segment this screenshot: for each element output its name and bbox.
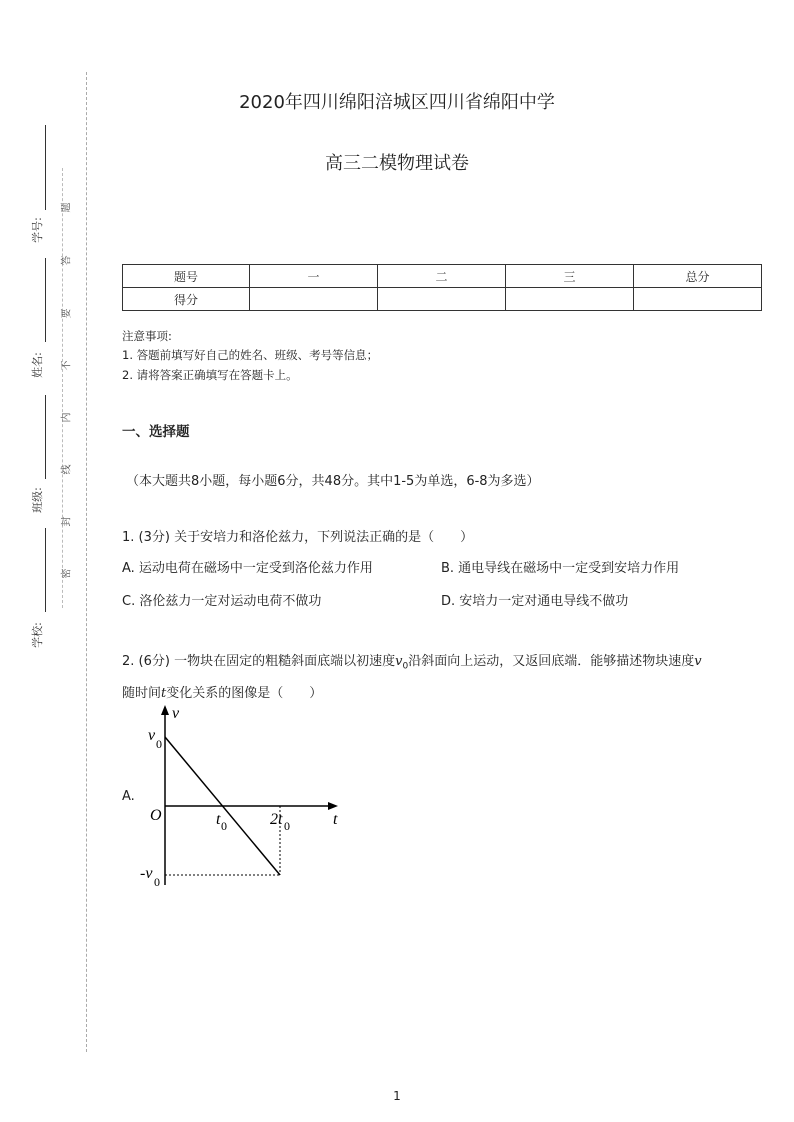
header-cell: 三: [506, 265, 634, 288]
origin-label: O: [150, 807, 162, 824]
t0-sub: 0: [221, 819, 227, 833]
seal-char-ti: 题: [61, 202, 73, 213]
q2-line2-post: 变化关系的图像是（ ）: [166, 686, 323, 701]
binding-dashed-line: [86, 72, 87, 1052]
score-cell[interactable]: [378, 288, 506, 311]
page-number: 1: [393, 1089, 401, 1103]
neg-v0-label: -v: [140, 865, 153, 882]
seal-char-nei: 内: [61, 412, 73, 423]
q2-option-a-graph[interactable]: [130, 700, 360, 900]
class-label: 班级:: [30, 487, 44, 513]
notice-title: 注意事项:: [122, 329, 172, 343]
score-cell[interactable]: [506, 288, 634, 311]
y-axis-arrow: [161, 705, 169, 715]
score-cell[interactable]: [634, 288, 762, 311]
q1-option-d[interactable]: D. 安培力一定对通电导线不做功: [441, 594, 629, 609]
header-cell: 总分: [634, 265, 762, 288]
q2-stem-mid: 沿斜面向上运动，又返回底端．能够描述物块速度: [408, 654, 695, 669]
section-heading: 一、选择题: [122, 424, 190, 440]
q1-option-b[interactable]: B. 通电导线在磁场中一定受到安培力作用: [441, 561, 680, 576]
q1-option-c[interactable]: C. 洛伦兹力一定对运动电荷不做功: [122, 594, 322, 609]
seal-char-feng: 封: [61, 516, 73, 527]
student-id-label: 学号:: [30, 217, 44, 243]
neg-v0-sub: 0: [154, 875, 160, 889]
notice-item-1: 1. 答题前填写好自己的姓名、班级、考号等信息；: [122, 348, 379, 362]
seal-char-mi: 密: [61, 568, 73, 579]
exam-subtitle: 高三二模物理试卷: [325, 153, 469, 174]
school-line: [45, 528, 46, 612]
q1-stem: 1. (3分) 关于安培力和洛伦兹力，下列说法正确的是（ ）: [122, 530, 474, 545]
seal-char-bu: 不: [61, 360, 73, 371]
score-table-header-row: [123, 265, 762, 288]
t2-sub: 0: [284, 819, 290, 833]
t2-label: 2t: [270, 811, 283, 828]
q1-option-a[interactable]: A. 运动电荷在磁场中一定受到洛伦兹力作用: [122, 561, 373, 576]
x-axis-arrow: [328, 802, 338, 810]
x-axis-label: t: [333, 811, 338, 828]
exam-title: 2020年四川绵阳涪城区四川省绵阳中学: [239, 92, 555, 113]
header-cell: 题号: [123, 265, 250, 288]
q2-stem-line2: [122, 682, 322, 701]
section-intro: （本大题共8小题，每小题6分，共48分。其中1-5为单选，6-8为多选）: [126, 474, 540, 489]
q2-stem-pre: 2. (6分) 一物块在固定的粗糙斜面底端以初速度: [122, 654, 396, 669]
score-cell[interactable]: [250, 288, 378, 311]
seal-char-xian: 线: [61, 464, 73, 475]
q2-v0: v: [395, 654, 403, 669]
seal-char-da: 答: [61, 255, 73, 266]
notice-item-2: 2. 请将答案正确填写在答题卡上。: [122, 368, 298, 382]
header-cell: 一: [250, 265, 378, 288]
header-cell: 二: [378, 265, 506, 288]
score-table-score-row: [123, 288, 762, 311]
q2-stem-line1: [122, 650, 702, 672]
y-axis-label: v: [172, 705, 180, 722]
v0-label: v: [148, 727, 156, 744]
q2-line2-pre: 随时间: [122, 686, 162, 701]
q2-v: v: [694, 654, 702, 669]
q2-option-a-label[interactable]: A.: [122, 789, 135, 804]
t0-label: t: [216, 811, 221, 828]
school-label: 学校:: [30, 622, 44, 648]
q2-t: t: [161, 686, 167, 701]
v0-sub: 0: [156, 737, 162, 751]
seal-char-yao: 要: [61, 308, 73, 319]
score-row-label: 得分: [123, 288, 250, 311]
name-line: [45, 258, 46, 342]
seal-dotted-line: [62, 168, 73, 608]
name-label: 姓名:: [30, 352, 44, 378]
q2-v0-sub: 0: [402, 661, 409, 672]
class-line: [45, 395, 46, 479]
score-table: [122, 264, 762, 311]
